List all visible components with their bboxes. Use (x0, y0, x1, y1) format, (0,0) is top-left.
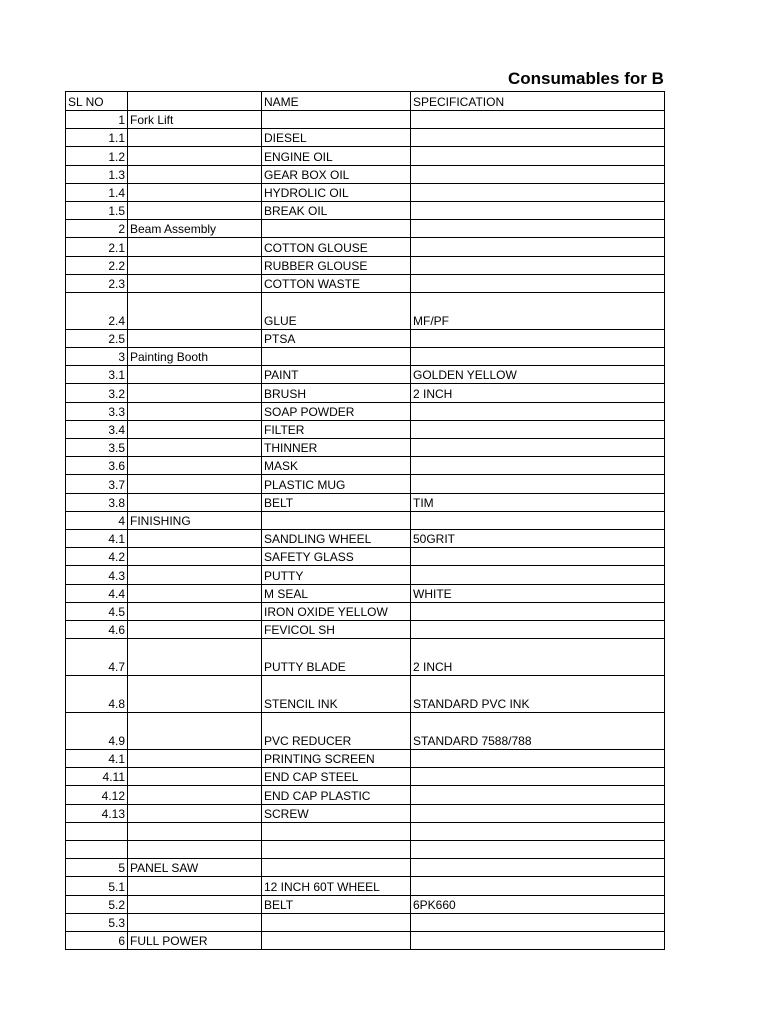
specification-cell (411, 183, 665, 201)
name-cell: SAFETY GLASS (262, 548, 411, 566)
table-row (66, 165, 665, 183)
specification-cell (411, 931, 665, 949)
sl-no-cell: 3.5 (66, 439, 128, 457)
table-row (66, 676, 665, 713)
specification-cell (411, 877, 665, 895)
specification-cell (411, 329, 665, 347)
table-row (66, 822, 665, 840)
section-cell: Painting Booth (128, 348, 262, 366)
sl-no-cell: 4.3 (66, 566, 128, 584)
section-cell (128, 786, 262, 804)
table-row (66, 620, 665, 638)
sl-no-cell: 2.3 (66, 274, 128, 292)
sl-no-cell: 4.6 (66, 620, 128, 638)
section-cell (128, 129, 262, 147)
name-cell: HYDROLIC OIL (262, 183, 411, 201)
specification-cell (411, 129, 665, 147)
sl-no-cell: 2.4 (66, 292, 128, 329)
sl-no-cell: 4.13 (66, 804, 128, 822)
name-cell: M SEAL (262, 584, 411, 602)
table-row (66, 256, 665, 274)
table-row (66, 786, 665, 804)
section-cell (128, 147, 262, 165)
section-cell (128, 841, 262, 859)
table-row (66, 713, 665, 750)
specification-cell (411, 111, 665, 129)
specification-cell (411, 859, 665, 877)
specification-cell (411, 238, 665, 256)
specification-cell (411, 511, 665, 529)
table-row (66, 384, 665, 402)
section-cell (128, 201, 262, 219)
name-cell: DIESEL (262, 129, 411, 147)
table-row (66, 439, 665, 457)
table-row (66, 292, 665, 329)
table-row (66, 877, 665, 895)
sl-no-cell: 1.4 (66, 183, 128, 201)
name-cell: BELT (262, 493, 411, 511)
specification-cell: 2 INCH (411, 384, 665, 402)
table-row (66, 841, 665, 859)
specification-cell (411, 602, 665, 620)
section-cell (128, 620, 262, 638)
section-cell (128, 713, 262, 750)
section-cell (128, 639, 262, 676)
name-cell: COTTON GLOUSE (262, 238, 411, 256)
section-cell (128, 183, 262, 201)
name-cell (262, 822, 411, 840)
name-cell (262, 931, 411, 949)
sl-no-cell: 4.7 (66, 639, 128, 676)
name-cell (262, 220, 411, 238)
table-row (66, 238, 665, 256)
name-cell: SOAP POWDER (262, 402, 411, 420)
specification-cell: STANDARD 7588/788 (411, 713, 665, 750)
specification-cell (411, 201, 665, 219)
sl-no-cell: 4 (66, 511, 128, 529)
name-cell (262, 511, 411, 529)
table-row (66, 639, 665, 676)
name-cell: SCREW (262, 804, 411, 822)
specification-cell (411, 566, 665, 584)
table-row (66, 548, 665, 566)
sl-no-cell: 2.2 (66, 256, 128, 274)
specification-cell (411, 548, 665, 566)
sl-no-cell: 4.5 (66, 602, 128, 620)
sl-no-cell: 1.2 (66, 147, 128, 165)
sl-no-cell: 3.7 (66, 475, 128, 493)
section-cell (128, 274, 262, 292)
sl-no-cell: 2.5 (66, 329, 128, 347)
section-cell (128, 822, 262, 840)
specification-cell: 6PK660 (411, 895, 665, 913)
section-cell (128, 420, 262, 438)
sl-no-cell: 4.8 (66, 676, 128, 713)
section-cell (128, 292, 262, 329)
table-row (66, 602, 665, 620)
section-cell (128, 566, 262, 584)
sl-no-cell: 3.8 (66, 493, 128, 511)
table-row (66, 201, 665, 219)
table-row (66, 529, 665, 547)
sl-no-cell: 3.6 (66, 457, 128, 475)
section-cell (128, 913, 262, 931)
specification-cell: 2 INCH (411, 639, 665, 676)
sl-no-cell: 3.4 (66, 420, 128, 438)
table-row (66, 420, 665, 438)
table-row (66, 768, 665, 786)
section-cell (128, 165, 262, 183)
header-section (128, 92, 262, 111)
name-cell: PTSA (262, 329, 411, 347)
name-cell (262, 841, 411, 859)
table-row (66, 475, 665, 493)
name-cell: THINNER (262, 439, 411, 457)
name-cell: MASK (262, 457, 411, 475)
sl-no-cell: 4.2 (66, 548, 128, 566)
specification-cell (411, 420, 665, 438)
table-row (66, 220, 665, 238)
specification-cell (411, 439, 665, 457)
section-cell (128, 329, 262, 347)
sl-no-cell: 1.3 (66, 165, 128, 183)
sl-no-cell: 2 (66, 220, 128, 238)
specification-cell (411, 786, 665, 804)
section-cell (128, 493, 262, 511)
name-cell: PUTTY (262, 566, 411, 584)
section-cell (128, 895, 262, 913)
name-cell: PVC REDUCER (262, 713, 411, 750)
section-cell (128, 750, 262, 768)
header-row (66, 92, 665, 111)
table-row (66, 493, 665, 511)
section-cell (128, 366, 262, 384)
table-body (66, 92, 665, 950)
section-cell: Beam Assembly (128, 220, 262, 238)
table-row (66, 750, 665, 768)
name-cell: BRUSH (262, 384, 411, 402)
specification-cell (411, 147, 665, 165)
sl-no-cell: 3 (66, 348, 128, 366)
sl-no-cell: 5.3 (66, 913, 128, 931)
name-cell: PUTTY BLADE (262, 639, 411, 676)
section-cell (128, 238, 262, 256)
sl-no-cell: 4.1 (66, 529, 128, 547)
specification-cell: 50GRIT (411, 529, 665, 547)
table-row (66, 147, 665, 165)
table-row (66, 931, 665, 949)
sl-no-cell: 3.2 (66, 384, 128, 402)
table-row (66, 183, 665, 201)
sl-no-cell: 4.9 (66, 713, 128, 750)
table-row (66, 402, 665, 420)
table-row (66, 111, 665, 129)
sl-no-cell: 3.3 (66, 402, 128, 420)
sl-no-cell (66, 841, 128, 859)
section-cell: Fork Lift (128, 111, 262, 129)
name-cell: ENGINE OIL (262, 147, 411, 165)
consumables-table (65, 91, 665, 950)
name-cell: BELT (262, 895, 411, 913)
section-cell (128, 529, 262, 547)
name-cell: FILTER (262, 420, 411, 438)
table-row (66, 566, 665, 584)
table-row (66, 129, 665, 147)
name-cell (262, 111, 411, 129)
specification-cell: STANDARD PVC INK (411, 676, 665, 713)
table-row (66, 511, 665, 529)
name-cell: PRINTING SCREEN (262, 750, 411, 768)
header-sl-no: SL NO (66, 92, 128, 111)
name-cell: GLUE (262, 292, 411, 329)
sl-no-cell: 1.1 (66, 129, 128, 147)
section-cell (128, 768, 262, 786)
name-cell (262, 859, 411, 877)
sl-no-cell: 4.12 (66, 786, 128, 804)
section-cell (128, 384, 262, 402)
table-row (66, 366, 665, 384)
name-cell: FEVICOL SH (262, 620, 411, 638)
name-cell (262, 913, 411, 931)
section-cell (128, 602, 262, 620)
name-cell: IRON OXIDE YELLOW (262, 602, 411, 620)
name-cell: PLASTIC MUG (262, 475, 411, 493)
specification-cell: TIM (411, 493, 665, 511)
sl-no-cell (66, 822, 128, 840)
name-cell: END CAP STEEL (262, 768, 411, 786)
specification-cell (411, 841, 665, 859)
name-cell: COTTON WASTE (262, 274, 411, 292)
section-cell (128, 584, 262, 602)
section-cell (128, 475, 262, 493)
sl-no-cell: 1 (66, 111, 128, 129)
specification-cell (411, 348, 665, 366)
name-cell: RUBBER GLOUSE (262, 256, 411, 274)
specification-cell (411, 475, 665, 493)
table-row (66, 274, 665, 292)
sl-no-cell: 4.1 (66, 750, 128, 768)
section-cell (128, 548, 262, 566)
specification-cell (411, 274, 665, 292)
specification-cell (411, 822, 665, 840)
sl-no-cell: 3.1 (66, 366, 128, 384)
section-cell (128, 402, 262, 420)
name-cell: GEAR BOX OIL (262, 165, 411, 183)
name-cell: STENCIL INK (262, 676, 411, 713)
section-cell (128, 877, 262, 895)
header-name: NAME (262, 92, 411, 111)
specification-cell (411, 750, 665, 768)
sheet-title: Consumables for B (508, 69, 664, 88)
table-row (66, 348, 665, 366)
name-cell: END CAP PLASTIC (262, 786, 411, 804)
section-cell: FINISHING (128, 511, 262, 529)
table-row (66, 329, 665, 347)
section-cell (128, 256, 262, 274)
sl-no-cell: 6 (66, 931, 128, 949)
specification-cell: WHITE (411, 584, 665, 602)
table-row (66, 859, 665, 877)
section-cell: FULL POWER (128, 931, 262, 949)
name-cell: 12 INCH 60T WHEEL (262, 877, 411, 895)
specification-cell: GOLDEN YELLOW (411, 366, 665, 384)
sl-no-cell: 1.5 (66, 201, 128, 219)
sl-no-cell: 5.2 (66, 895, 128, 913)
name-cell: PAINT (262, 366, 411, 384)
section-cell (128, 804, 262, 822)
specification-cell (411, 256, 665, 274)
specification-cell (411, 804, 665, 822)
table-row (66, 804, 665, 822)
section-cell: PANEL SAW (128, 859, 262, 877)
sl-no-cell: 5 (66, 859, 128, 877)
table-row (66, 913, 665, 931)
sl-no-cell: 2.1 (66, 238, 128, 256)
specification-cell (411, 457, 665, 475)
specification-cell (411, 913, 665, 931)
specification-cell (411, 220, 665, 238)
table-row (66, 584, 665, 602)
section-cell (128, 439, 262, 457)
section-cell (128, 676, 262, 713)
sl-no-cell: 4.11 (66, 768, 128, 786)
specification-cell: MF/PF (411, 292, 665, 329)
table-row (66, 457, 665, 475)
sl-no-cell: 5.1 (66, 877, 128, 895)
specification-cell (411, 165, 665, 183)
name-cell: SANDLING WHEEL (262, 529, 411, 547)
specification-cell (411, 402, 665, 420)
specification-cell (411, 620, 665, 638)
specification-cell (411, 768, 665, 786)
header-specification: SPECIFICATION (411, 92, 665, 111)
name-cell (262, 348, 411, 366)
name-cell: BREAK OIL (262, 201, 411, 219)
table-row (66, 895, 665, 913)
section-cell (128, 457, 262, 475)
sl-no-cell: 4.4 (66, 584, 128, 602)
